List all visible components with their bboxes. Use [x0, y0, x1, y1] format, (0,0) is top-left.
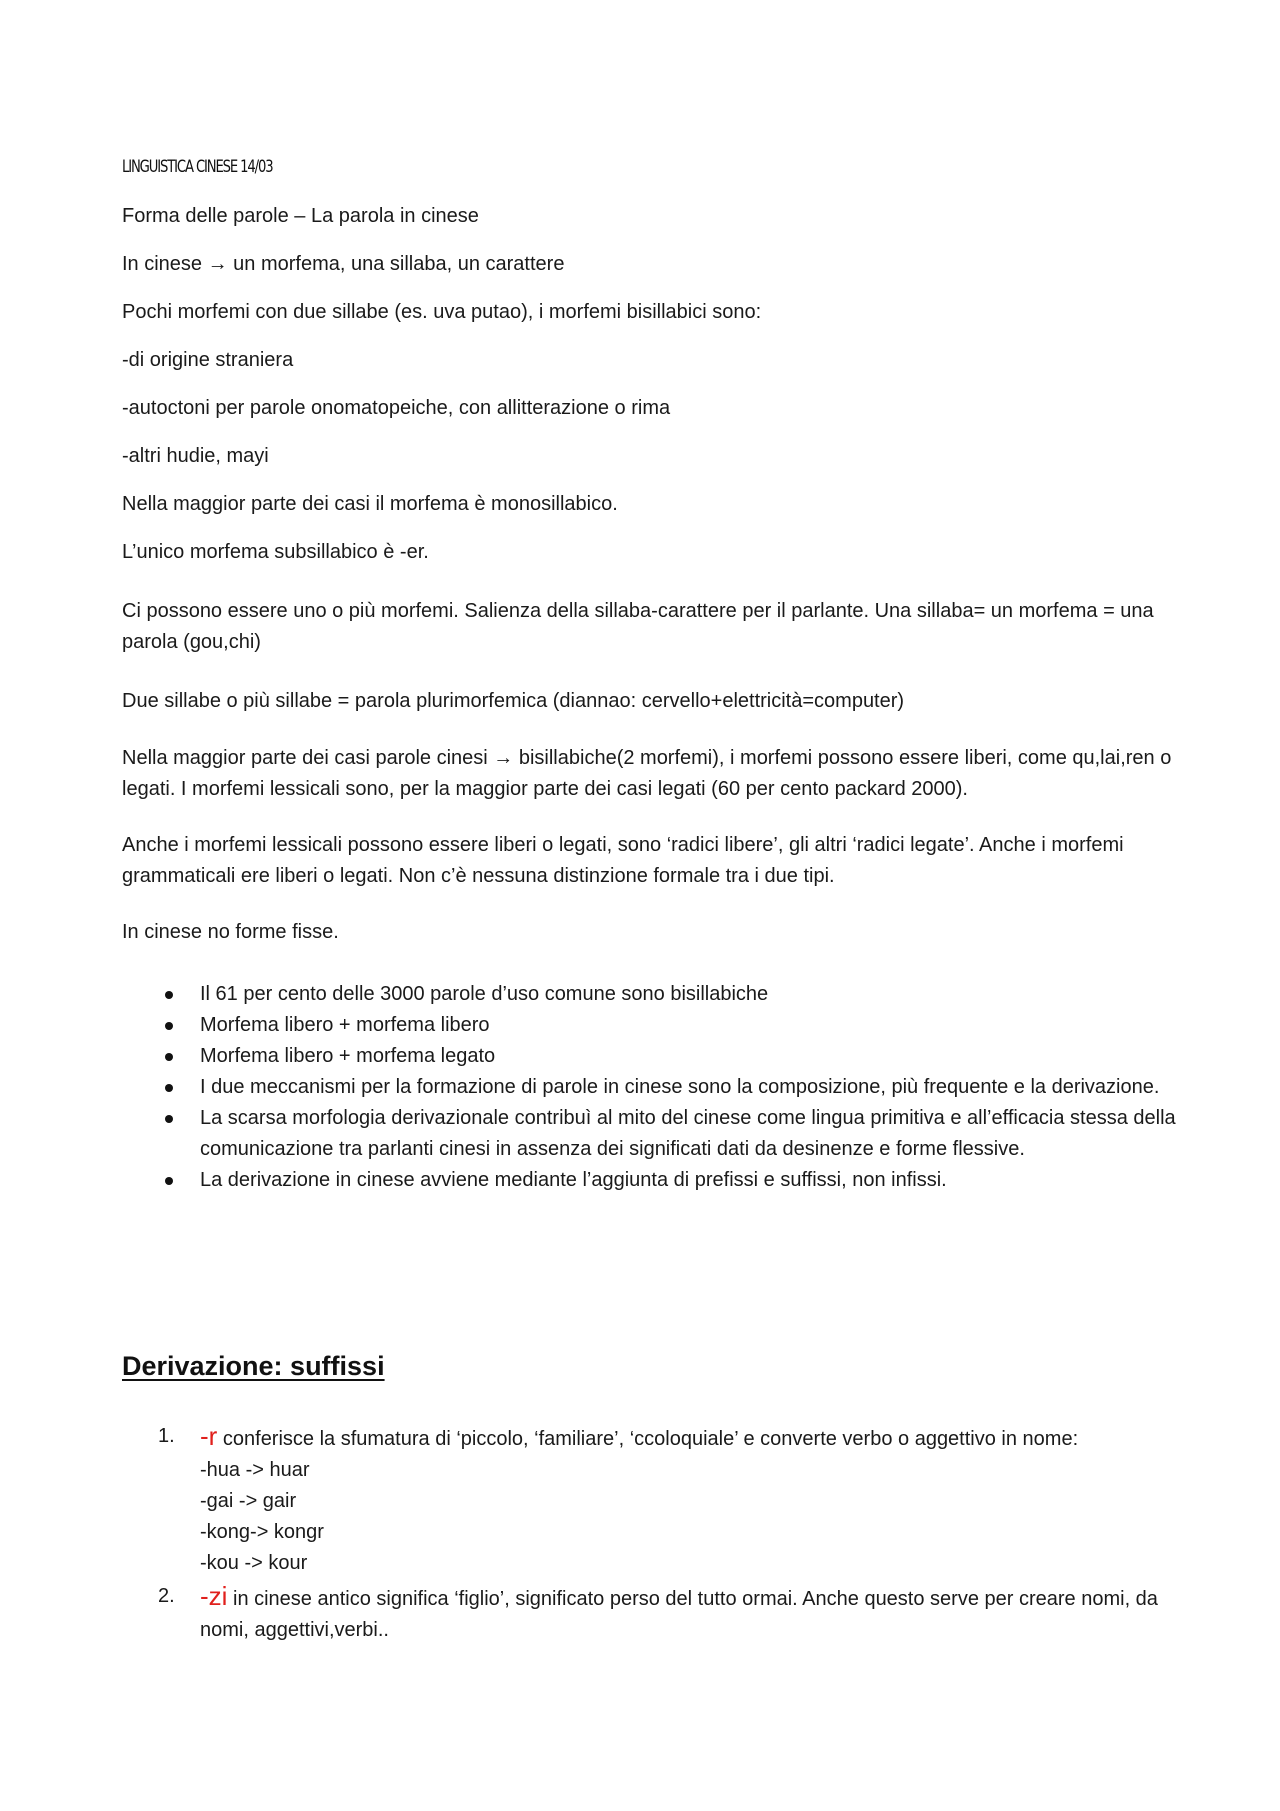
document-title: LINGUISTICA CINESE 14/03 — [122, 157, 273, 177]
list-item — [122, 979, 1182, 1010]
text-line: Forma delle parole – La parola in cinese — [122, 205, 479, 227]
bullet-icon — [165, 991, 173, 999]
suffix-term: -zi — [200, 1581, 228, 1611]
text-line: -altri hudie, mayi — [122, 445, 269, 467]
list-item-text: I due meccanismi per la formazione di parole in cinese sono la composizione, più frequente e la derivazione. — [200, 1076, 1160, 1098]
item-number: 1. — [158, 1425, 175, 1447]
paragraph: In cinese no forme fisse. — [122, 921, 339, 943]
bullet-icon — [165, 1115, 173, 1123]
bullet-icon — [165, 1053, 173, 1061]
list-item — [122, 1010, 1182, 1041]
list-item — [122, 1041, 1182, 1072]
bullet-list — [122, 979, 1182, 1196]
example-line: -hua -> huar — [200, 1459, 310, 1481]
text-line: In cinese → un morfema, una sillaba, un carattere — [122, 253, 565, 275]
text-line: Pochi morfemi con due sillabe (es. uva putao), i morfemi bisillabici sono: — [122, 301, 762, 323]
section-heading: Derivazione: suffissi — [122, 1351, 385, 1381]
bullet-icon — [165, 1177, 173, 1185]
list-item-text: Morfema libero + morfema libero — [200, 1014, 490, 1036]
list-item-text: La scarsa morfologia derivazionale contribuì al mito del cinese come lingua primitiva e all’efficacia stessa della comunicazione tra parlanti cinesi in assenza dei significati dati da desinenze e forme flessive. — [200, 1107, 1176, 1160]
example-line: -gai -> gair — [200, 1490, 297, 1512]
text-line: Nella maggior parte dei casi il morfema è monosillabico. — [122, 493, 618, 515]
suffix-list — [122, 1421, 1182, 1648]
paragraph: Due sillabe o più sillabe = parola plurimorfemica (diannao: cervello+elettricità=computer) — [122, 690, 905, 712]
list-item-text: Il 61 per cento delle 3000 parole d’uso comune sono bisillabiche — [200, 983, 769, 1005]
list-item — [122, 1072, 1182, 1103]
list-item-text: Morfema libero + morfema legato — [200, 1045, 496, 1067]
text-line: -di origine straniera — [122, 349, 294, 371]
item-number: 2. — [158, 1585, 175, 1607]
bullet-icon — [165, 1022, 173, 1030]
example-line: -kong-> kongr — [200, 1521, 324, 1543]
list-item-text: La derivazione in cinese avviene mediante l’aggiunta di prefissi e suffissi, non infissi. — [200, 1169, 947, 1191]
list-item — [122, 1165, 1182, 1196]
paragraph: Nella maggior parte dei casi parole cinesi → bisillabiche(2 morfemi), i morfemi possono essere liberi, come qu,lai,ren o legati. I morfemi lessicali sono, per la maggior parte dei casi legati (60 per cento packard 2000). — [122, 747, 1172, 800]
suffix-description: in cinese antico significa ‘figlio’, significato perso del tutto ormai. Anche questo serve per creare nomi, da nomi, aggettivi,verbi.. — [200, 1588, 1158, 1641]
example-line: -kou -> kour — [200, 1552, 308, 1574]
suffix-term: -r — [200, 1421, 218, 1451]
text-line: L’unico morfema subsillabico è -er. — [122, 541, 429, 563]
suffix-description: conferisce la sfumatura di ‘piccolo, ‘familiare’, ‘ccoloquiale’ e converte verbo o aggettivo in nome: — [217, 1428, 1079, 1450]
list-item — [122, 1103, 1182, 1165]
bullet-icon — [165, 1084, 173, 1092]
text-line: -autoctoni per parole onomatopeiche, con allitterazione o rima — [122, 397, 671, 419]
paragraph: Ci possono essere uno o più morfemi. Salienza della sillaba-carattere per il parlante. Una sillaba= un morfema = una parola (gou,chi) — [122, 600, 1154, 653]
paragraph: Anche i morfemi lessicali possono essere liberi o legati, sono ‘radici libere’, gli altri ‘radici legate’. Anche i morfemi grammaticali ere liberi o legati. Non c’è nessuna distinzione formale tra i due tipi. — [122, 834, 1124, 887]
suffix-item — [122, 1581, 1182, 1646]
suffix-item — [122, 1421, 1182, 1579]
